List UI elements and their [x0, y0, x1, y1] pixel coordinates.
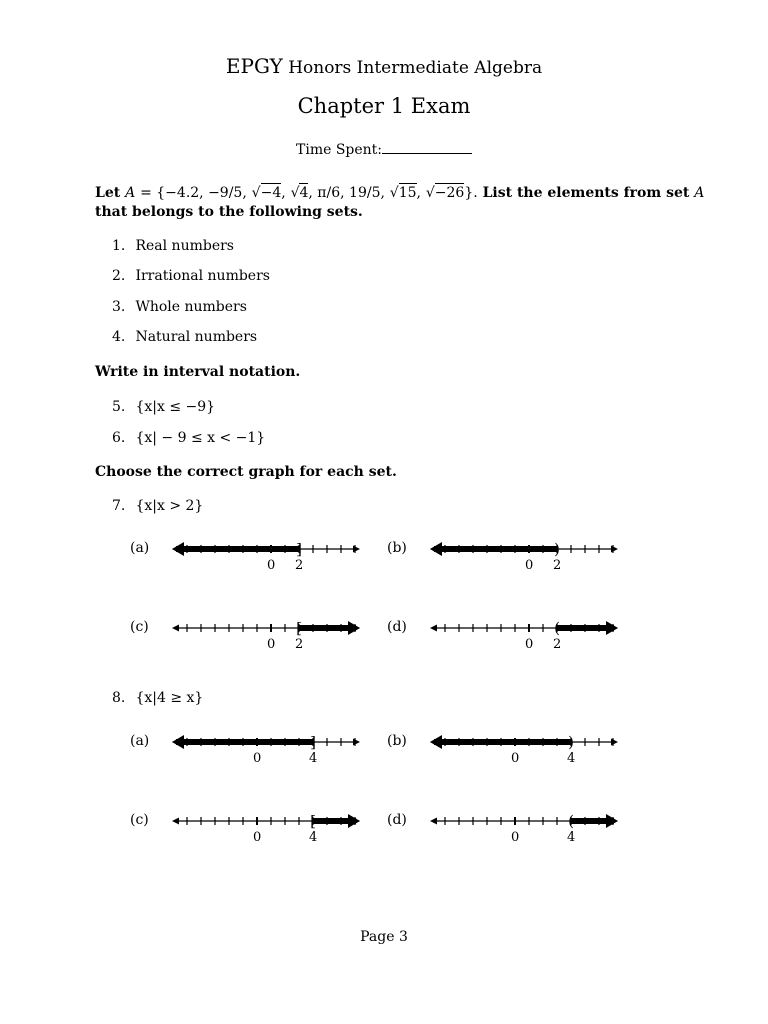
document-header [0, 54, 768, 78]
shaded-ray [434, 546, 557, 552]
left-arrow [430, 818, 437, 825]
question-6: 6. {x| − 9 ≤ x < −1} [112, 430, 266, 446]
course-name: Honors Intermediate Algebra [288, 58, 543, 78]
number-line-8b [430, 732, 618, 752]
question-3: 3. Whole numbers [112, 299, 247, 315]
tick-label-end: 4 [309, 830, 318, 845]
tick-label-end: 4 [309, 751, 318, 766]
tick-label-end: 4 [567, 751, 576, 766]
option-label-7b[interactable]: (b) [387, 540, 407, 556]
graph-heading: Choose the correct graph for each set. [95, 464, 397, 480]
tick-label-end: 4 [567, 830, 576, 845]
number-line-7b [430, 539, 618, 559]
page-title: Chapter 1 Exam [297, 94, 471, 118]
right-arrow [611, 546, 618, 553]
option-label-8b[interactable]: (b) [387, 733, 407, 749]
set-name: A [125, 185, 136, 201]
question-5: 5. {x|x ≤ −9} [112, 399, 216, 415]
ray-arrow [172, 735, 184, 749]
shaded-ray [176, 546, 299, 552]
ray-arrow [172, 542, 184, 556]
tick-label-zero: 0 [253, 830, 262, 845]
endpoint-bracket: ) [568, 733, 574, 751]
question-7: 7. {x|x > 2} [112, 498, 204, 514]
intro-paragraph [95, 184, 704, 222]
shaded-ray [434, 739, 571, 745]
number-line-7d [430, 618, 618, 638]
shaded-ray [557, 625, 614, 631]
ray-arrow [430, 542, 442, 556]
time-spent-label: Time Spent: [296, 142, 383, 158]
interval-heading: Write in interval notation. [95, 364, 301, 380]
option-label-7c[interactable]: (c) [130, 619, 149, 635]
org-name: EPGY [225, 54, 283, 78]
number-line-8d [430, 811, 618, 831]
left-arrow [172, 818, 179, 825]
ray-arrow [348, 814, 360, 828]
ray-arrow [606, 621, 618, 635]
time-spent-blank [382, 141, 472, 154]
question-2: 2. Irrational numbers [112, 268, 270, 284]
tick-label-end: 2 [295, 637, 304, 652]
tick-label-end: 2 [553, 637, 562, 652]
ray-arrow [348, 621, 360, 635]
tick-label-zero: 0 [267, 637, 276, 652]
left-arrow [430, 625, 437, 632]
right-arrow [353, 739, 360, 746]
tick-label-zero: 0 [253, 751, 262, 766]
option-label-8d[interactable]: (d) [387, 812, 407, 828]
ray-arrow [606, 814, 618, 828]
endpoint-bracket: ] [310, 733, 316, 751]
option-label-8c[interactable]: (c) [130, 812, 149, 828]
intro-line-1: Let A = {−4.2, −9/5, √−4, √4, π/6, 19/5, √15, √−26}. List the elements from set A [95, 185, 705, 201]
endpoint-bracket: [ [296, 619, 302, 637]
option-label-7d[interactable]: (d) [387, 619, 407, 635]
tick-label-zero: 0 [511, 751, 520, 766]
question-4: 4. Natural numbers [112, 329, 258, 345]
right-arrow [611, 739, 618, 746]
question-1: 1. Real numbers [112, 238, 234, 254]
option-label-8a[interactable]: (a) [130, 733, 150, 749]
endpoint-bracket: ( [554, 619, 560, 637]
shaded-ray [176, 739, 313, 745]
endpoint-bracket: ) [554, 540, 560, 558]
tick-label-zero: 0 [525, 558, 534, 573]
endpoint-bracket: ( [568, 812, 574, 830]
number-line-8c [172, 811, 360, 831]
left-arrow [172, 625, 179, 632]
tick-label-zero: 0 [525, 637, 534, 652]
shaded-ray [299, 625, 356, 631]
number-line-7a [172, 539, 360, 559]
question-8: 8. {x|4 ≥ x} [112, 690, 204, 706]
number-line-8a [172, 732, 360, 752]
number-line-7c [172, 618, 360, 638]
right-arrow [353, 546, 360, 553]
tick-label-zero: 0 [267, 558, 276, 573]
endpoint-bracket: [ [310, 812, 316, 830]
intro-line-2: that belongs to the following sets. [95, 204, 363, 220]
option-label-7a[interactable]: (a) [130, 540, 150, 556]
ray-arrow [430, 735, 442, 749]
page-number: Page 3 [360, 929, 408, 945]
time-spent [296, 141, 472, 158]
tick-label-end: 2 [553, 558, 562, 573]
endpoint-bracket: ] [296, 540, 302, 558]
tick-label-zero: 0 [511, 830, 520, 845]
tick-label-end: 2 [295, 558, 304, 573]
